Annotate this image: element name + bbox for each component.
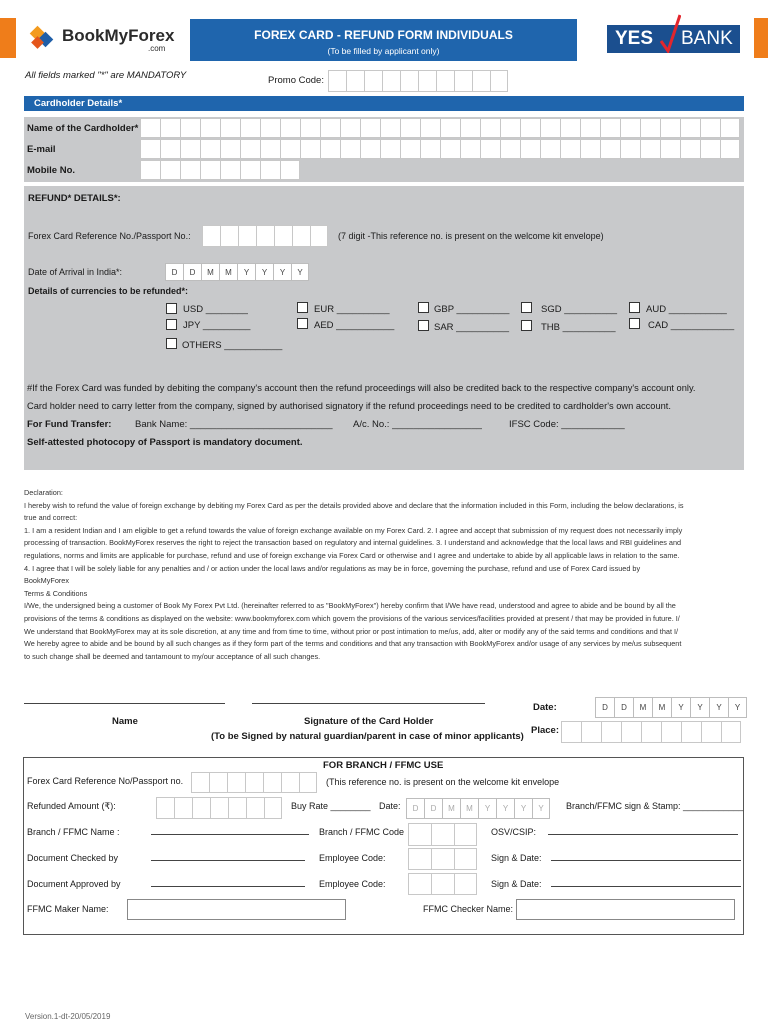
branch-code-input[interactable] <box>408 823 477 846</box>
company-fund-note: #If the Forex Card was funded by debiting the company's account then the refund proceedings will also be credited back to the respective company's account only. <box>27 383 696 393</box>
branch-name-line[interactable] <box>151 834 309 835</box>
form-subtitle: (To be filled by applicant only) <box>327 46 440 56</box>
bookmyforex-logo <box>28 22 178 58</box>
approved-sign-date-line[interactable] <box>551 886 741 887</box>
jpy-checkbox[interactable] <box>166 319 177 330</box>
declaration-line: 1. I am a resident Indian and I am eligible to get a refund towards the value of foreign exchange available on my Forex Card. 2. I agree and accept that submission of my request does not necessarily imply <box>24 525 683 535</box>
branch-ref-label: Forex Card Reference No/Passport no. <box>27 776 184 786</box>
cardholder-section-header <box>24 96 744 111</box>
signature-note: (To be Signed by natural guardian/parent in case of minor applicants) <box>211 731 524 742</box>
branch-ref-input[interactable] <box>191 772 317 793</box>
promo-code-input[interactable] <box>328 70 508 92</box>
currencies-label: Details of currencies to be refunded*: <box>28 286 189 296</box>
sgd-label: SGD __________ <box>541 304 618 315</box>
refund-title: REFUND* DETAILS*: <box>28 193 121 204</box>
cad-label: CAD ____________ <box>648 320 735 331</box>
osv-label: OSV/CSIP: <box>491 827 537 837</box>
cardholder-name-input[interactable] <box>140 118 740 138</box>
maker-name-input[interactable] <box>127 899 346 920</box>
email-input[interactable] <box>140 139 740 159</box>
name-signature-line[interactable] <box>24 703 225 704</box>
terms-line: We understand that BookMyForex may at its sole discretion, at any time and from time to time, without prior or post intimation to me/us, add, alter or modify any of the said terms and conditions and that I/ <box>24 626 679 636</box>
maker-name-label: FFMC Maker Name: <box>27 904 109 914</box>
sgd-checkbox[interactable] <box>521 302 532 313</box>
declaration-line: I hereby wish to refund the value of foreign exchange by debiting my Forex Card as per the details provided above and declare that the information included in this Form, including the below declarations, is <box>24 500 684 510</box>
refunded-amount-label: Refunded Amount (₹): <box>27 801 116 811</box>
company-letter-note: Card holder need to carry letter from the company, signed by authorised signatory if the refund proceedings need to be credited to cardholder's own account. <box>27 401 671 411</box>
arrival-date-input[interactable]: D D M M Y Y Y Y <box>165 263 309 281</box>
aud-label: AUD ___________ <box>646 304 727 315</box>
checked-sign-date-label: Sign & Date: <box>491 853 542 863</box>
declaration-heading: Declaration: <box>24 488 63 497</box>
branch-date-label: Date: <box>379 801 401 811</box>
aed-checkbox[interactable] <box>297 318 308 329</box>
usd-checkbox[interactable] <box>166 303 177 314</box>
right-orange-bar <box>754 18 768 58</box>
buy-rate-field[interactable]: Buy Rate ________ <box>291 801 371 811</box>
eur-checkbox[interactable] <box>297 302 308 313</box>
gbp-label: GBP __________ <box>434 304 510 315</box>
sar-checkbox[interactable] <box>418 320 429 331</box>
sign-stamp-field[interactable]: Branch/FFMC sign & Stamp: ____________ <box>566 801 744 811</box>
refunded-amount-input[interactable] <box>156 797 282 819</box>
version-footer: Version.1-dt-20/05/2019 <box>25 1012 111 1021</box>
gbp-checkbox[interactable] <box>418 302 429 313</box>
form-title: FOREX CARD - REFUND FORM INDIVIDUALS <box>254 28 513 42</box>
signature-label: Signature of the Card Holder <box>304 716 434 727</box>
brand-name: BookMyForex <box>62 26 175 45</box>
thb-label: THB __________ <box>541 322 616 333</box>
others-label: OTHERS ___________ <box>182 340 283 351</box>
terms-line: provisions of the terms & conditions as displayed on the website: www.bookmyforex.com which govern the provisions of the various services/facilities provided at present / that may be provided in future. I/ <box>24 613 680 623</box>
account-number-field[interactable]: A/c. No.: _________________ <box>353 419 482 430</box>
signature-date-label: Date: <box>533 702 557 713</box>
declaration-line: true and correct: <box>24 513 78 523</box>
bookmyforex-logo-icon <box>28 24 58 54</box>
approved-sign-date-label: Sign & Date: <box>491 879 542 889</box>
approved-by-line[interactable] <box>151 886 305 887</box>
branch-ref-note: (This reference no. is present on the welcome kit envelope <box>326 777 560 787</box>
branch-use-title: FOR BRANCH / FFMC USE <box>323 760 444 771</box>
terms-line: to such change shall be deemed and tantamount to my/our acceptance of all such changes. <box>24 651 321 661</box>
usd-label: USD ________ <box>183 304 248 315</box>
place-label: Place: <box>531 725 559 736</box>
branch-name-label: Branch / FFMC Name : <box>27 827 120 837</box>
checked-by-line[interactable] <box>151 860 305 861</box>
checker-name-input[interactable] <box>516 899 735 920</box>
yes-bank-logo <box>607 25 740 53</box>
checked-emp-code-label: Employee Code: <box>319 853 386 863</box>
name-label: Name <box>112 716 138 727</box>
card-ref-note: (7 digit -This reference no. is present on the welcome kit envelope) <box>338 231 604 241</box>
eur-label: EUR __________ <box>314 304 390 315</box>
ifsc-code-field[interactable]: IFSC Code: ____________ <box>509 419 625 430</box>
terms-heading: Terms & Conditions <box>24 588 88 598</box>
others-checkbox[interactable] <box>166 338 177 349</box>
mobile-label: Mobile No. <box>27 165 76 176</box>
checked-sign-date-line[interactable] <box>551 860 741 861</box>
thb-checkbox[interactable] <box>521 320 532 331</box>
bank-logo-right: BANK <box>681 28 733 49</box>
declaration-line: regulations, norms and limits are applicable for purchase, refund and use of foreign exchange via Forex Card or otherwise and I agree and undertake to abide by all applicable laws in relation to the same. <box>24 550 680 560</box>
terms-line: We hereby agree to abide and be bound by all such changes as if they form part of the terms and conditions and that any transaction with BookMyForex and/or usage of any services by me/us subsequent <box>24 639 682 649</box>
sar-label: SAR __________ <box>434 322 510 333</box>
form-title-banner <box>190 19 577 61</box>
aud-checkbox[interactable] <box>629 302 640 313</box>
signature-date-input[interactable]: D D M M Y Y Y Y <box>595 697 747 718</box>
approved-emp-code-input[interactable] <box>408 873 477 895</box>
left-orange-bar <box>0 18 16 58</box>
declaration-line: 4. I agree that I will be solely liable for any penalties and / or action under the local laws and/or regulations as may be in force, governing the purchase, refund and use of Forex Card issued by <box>24 563 641 573</box>
declaration-line: processing of transaction. BookMyForex reserves the right to reject the transaction based on regulatory and internal guidelines. 3. I understand and acknowledge that the local laws and RBI guidelines and <box>24 538 682 548</box>
checker-name-label: FFMC Checker Name: <box>423 904 514 914</box>
jpy-label: JPY _________ <box>183 320 251 331</box>
card-ref-label: Forex Card Reference No./Passport No.: <box>28 231 191 241</box>
checked-emp-code-input[interactable] <box>408 848 477 870</box>
terms-line: I/We, the undersigned being a customer of Book My Forex Pvt Ltd. (hereinafter referred to as "BookMyForex") hereby confirm that I/We have read, understood and agree to abide and be bound by all the <box>24 601 676 611</box>
cardholder-name-label: Name of the Cardholder* <box>27 123 139 134</box>
arrival-date-label: Date of Arrival in India*: <box>28 267 123 277</box>
branch-code-label: Branch / FFMC Code <box>319 827 405 837</box>
approved-by-label: Document Approved by <box>27 879 121 889</box>
declaration-block <box>24 487 744 663</box>
aed-label: AED ___________ <box>314 320 395 331</box>
promo-label: Promo Code: <box>268 75 324 86</box>
email-label: E-mail <box>27 144 56 155</box>
mobile-input[interactable] <box>140 160 300 180</box>
declaration-line: BookMyForex <box>24 576 70 586</box>
card-ref-input[interactable] <box>202 225 328 247</box>
bank-name-field[interactable]: Bank Name: ___________________________ <box>135 419 333 430</box>
osv-line[interactable] <box>548 834 738 835</box>
passport-note: Self-attested photocopy of Passport is mandatory document. <box>27 437 303 448</box>
approved-emp-code-label: Employee Code: <box>319 879 386 889</box>
cad-checkbox[interactable] <box>629 318 640 329</box>
checkmark-icon <box>659 13 681 53</box>
brand-domain: .com <box>148 44 166 53</box>
checked-by-label: Document Checked by <box>27 853 119 863</box>
cardholder-section-title: Cardholder Details* <box>34 98 123 109</box>
fund-transfer-label: For Fund Transfer: <box>27 419 112 430</box>
cardholder-signature-line[interactable] <box>252 703 485 704</box>
place-input[interactable] <box>561 721 741 743</box>
mandatory-note: All fields marked "*" are MANDATORY <box>25 70 187 81</box>
bank-logo-left: YES <box>615 28 654 49</box>
branch-date-input[interactable]: D D M M Y Y Y Y <box>406 798 550 819</box>
